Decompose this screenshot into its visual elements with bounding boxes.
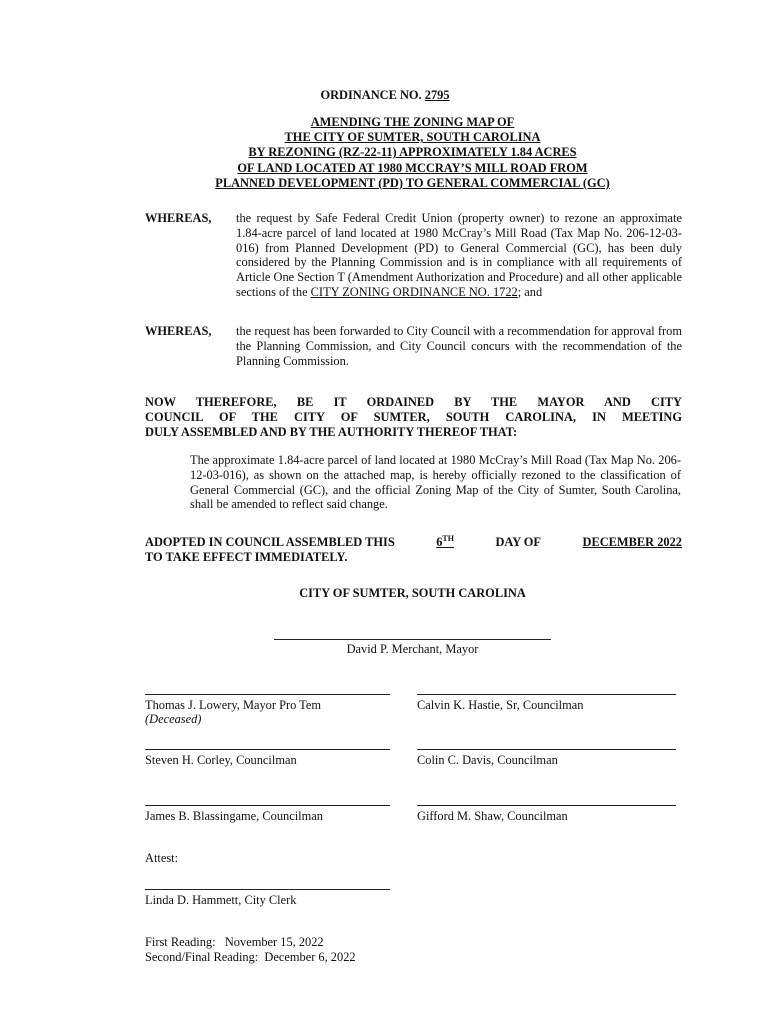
now-therefore-line: COUNCIL OF THE CITY OF SUMTER, SOUTH CAROLINA, IN MEETING — [145, 409, 682, 424]
davis-name: Colin C. Davis, Councilman — [417, 753, 558, 767]
corley-name: Steven H. Corley, Councilman — [145, 753, 297, 767]
reading-dates — [145, 935, 356, 965]
title-line: OF LAND LOCATED AT 1980 MCCRAY’S MILL ROAD FROM — [237, 160, 588, 175]
adopted-middle: DAY OF — [495, 535, 542, 549]
first-reading: First Reading: November 15, 2022 — [145, 935, 324, 949]
ordinance-number — [0, 88, 770, 103]
now-therefore-line: DULY ASSEMBLED AND BY THE AUTHORITY THEREOF THAT: — [145, 424, 518, 439]
adopted-line-2: TO TAKE EFFECT IMMEDIATELY. — [145, 549, 348, 564]
blassingame-signature-line — [145, 805, 390, 806]
hastie-signature-line — [417, 694, 676, 695]
ordinance-body-paragraph: The approximate 1.84-acre parcel of land located at 1980 McCray’s Mill Road (Tax Map No. 206-12-03-016), as shown on the attached map, is hereby officially rezoned to the classification of General Commercial (GC), and the official Zoning Map of the City of Sumter, South Carolina, shall be amended to reflect said change. — [190, 453, 681, 512]
lowery-name: Thomas J. Lowery, Mayor Pro Tem — [145, 698, 322, 712]
title-line: PLANNED DEVELOPMENT (PD) TO GENERAL COMMERCIAL (GC) — [215, 175, 610, 190]
whereas-keyword: WHEREAS, — [145, 324, 212, 338]
adopted-day — [436, 535, 454, 550]
adopted-statement — [145, 535, 682, 565]
davis-signature-line — [417, 749, 676, 750]
title-line: AMENDING THE ZONING MAP OF — [310, 115, 515, 129]
adopted-day-number: 6 — [436, 535, 443, 549]
whereas-clause-2 — [145, 324, 682, 368]
clerk-name: Linda D. Hammett, City Clerk — [145, 893, 297, 907]
whereas-text-body: the request by Safe Federal Credit Union (property owner) to rezone an approximate 1.84-acre parcel of land located at 1980 McCray’s Mill Road (Tax Map No. 206-12-03-016) from Planned Development (PD) to General Commercial (GC), has been duly considered by the Planning Commission and is in compliance with all requirements of Article One Section T (Amendment Authorization and Procedure) and all other applicable sections of the — [236, 211, 682, 299]
attest-label: Attest: — [145, 851, 179, 865]
now-therefore-clause — [145, 395, 682, 440]
ordinance-label: ORDINANCE NO. — [320, 88, 422, 102]
ordinance-number-value: 2795 — [424, 88, 450, 102]
second-reading: Second/Final Reading: December 6, 2022 — [145, 950, 356, 964]
whereas-text — [236, 211, 682, 300]
title-line: THE CITY OF SUMTER, SOUTH CAROLINA — [284, 130, 541, 145]
title-line: BY REZONING (RZ-22-11) APPROXIMATELY 1.84 ACRES — [248, 145, 577, 160]
whereas-text: the request has been forwarded to City Council with a recommendation for approval from the Planning Commission, and City Council concurs with the recommendation of the Planning Commission. — [236, 324, 682, 368]
zoning-ordinance-reference: CITY ZONING ORDINANCE NO. 1722 — [310, 284, 518, 299]
adopted-prefix: ADOPTED IN COUNCIL ASSEMBLED THIS — [145, 535, 395, 549]
blassingame-name: James B. Blassingame, Councilman — [145, 809, 323, 823]
city-heading: CITY OF SUMTER, SOUTH CAROLINA — [299, 586, 526, 600]
shaw-name: Gifford M. Shaw, Councilman — [417, 809, 568, 823]
adopted-day-suffix: TH — [442, 533, 454, 543]
now-therefore-line: NOW THEREFORE, BE IT ORDAINED BY THE MAYOR AND CITY — [145, 395, 682, 409]
hastie-name: Calvin K. Hastie, Sr, Councilman — [417, 698, 584, 712]
clerk-signature-line — [145, 889, 390, 890]
whereas-clause-1 — [145, 211, 682, 300]
corley-signature-line — [145, 749, 390, 750]
ordinance-title — [0, 115, 770, 191]
lowery-signature-line — [145, 694, 390, 695]
lowery-note: (Deceased) — [145, 712, 202, 726]
adopted-month-year: DECEMBER 2022 — [582, 535, 682, 549]
mayor-name: David P. Merchant, Mayor — [346, 642, 479, 656]
whereas-text-tail: ; and — [517, 284, 543, 299]
shaw-signature-line — [417, 805, 676, 806]
mayor-signature-line — [274, 639, 551, 640]
whereas-keyword: WHEREAS, — [145, 211, 212, 225]
